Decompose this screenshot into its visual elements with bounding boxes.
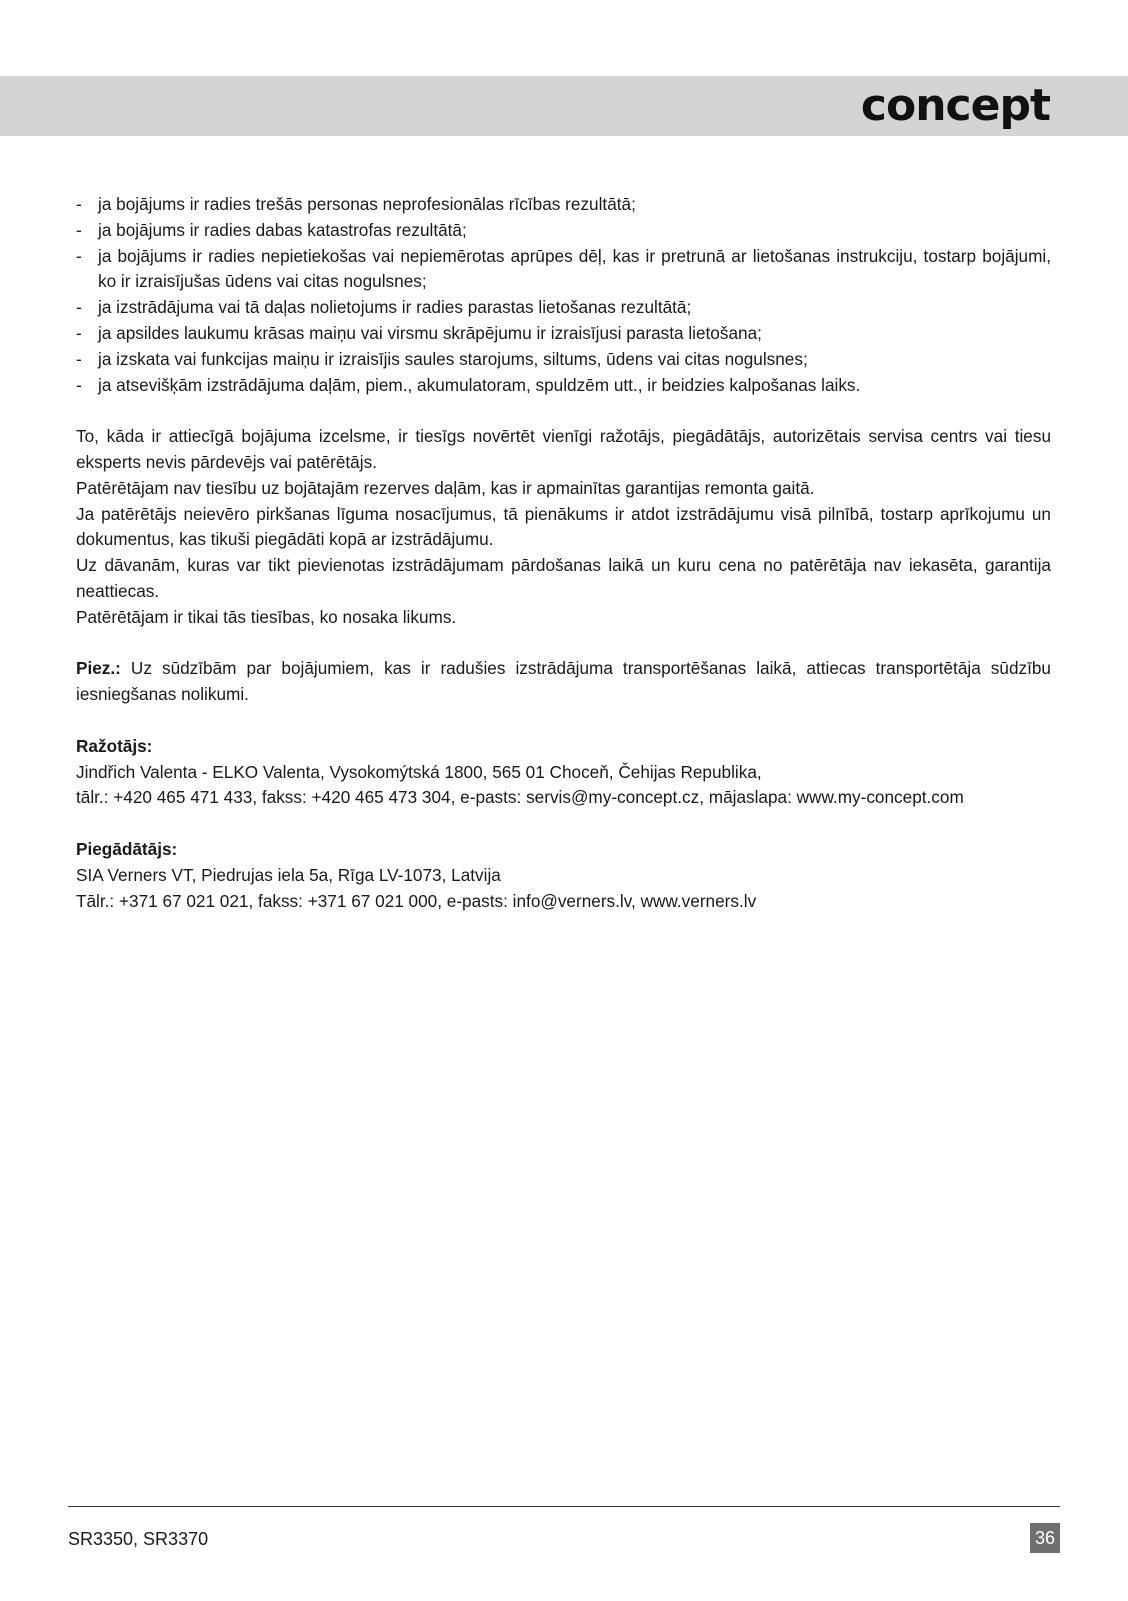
list-item-text: ja izskata vai funkcijas maiņu ir izraisījis saules starojums, siltums, ūdens vai citas nogulsnes; xyxy=(98,348,808,369)
list-item-text: ja bojājums ir radies dabas katastrofas rezultātā; xyxy=(98,219,467,240)
bullet-dash: - xyxy=(76,374,82,395)
bullet-dash: - xyxy=(76,297,82,318)
list-item xyxy=(76,192,1051,218)
page-number: 36 xyxy=(1030,1523,1060,1553)
note-label: Piez.: xyxy=(76,658,121,679)
paragraph-return-obligation: Ja patērētājs neievēro pirkšanas līguma nosacījumus, tā pienākums ir atdot izstrādājumu visā pilnībā, tostarp aprīkojumu un dokumentus, kas tikuši piegādāti kopā ar izstrādājumu. xyxy=(76,503,1051,550)
footer-divider xyxy=(68,1506,1060,1507)
list-item-text: ja bojājums ir radies trešās personas neprofesionālas rīcības rezultātā; xyxy=(98,194,636,214)
manufacturer-heading: Ražotājs: xyxy=(76,735,153,756)
manufacturer-contacts: tālr.: +420 465 471 433, fakss: +420 465 473 304, e-pasts: servis@my-concept.cz, mājaslapa: www.my-concept.com xyxy=(76,787,964,808)
bullet-dash: - xyxy=(76,322,82,343)
note-text: Uz sūdzībām par bojājumiem, kas ir radušies izstrādājuma transportēšanas laikā, attiecas transportētāja sūdzību iesniegšanas nolikumi. xyxy=(76,658,1051,705)
paragraph-rights: Patērētājam ir tikai tās tiesības, ko nosaka likums. xyxy=(76,606,457,627)
brand-logo: concept xyxy=(860,80,1050,131)
list-item-text: ja atsevišķām izstrādājuma daļām, piem., akumulatoram, spuldzēm utt., ir beidzies kalpošanas laiks. xyxy=(98,374,861,395)
note-paragraph xyxy=(76,656,1051,708)
paragraph-assessment: To, kāda ir attiecīgā bojājuma izcelsme, ir tiesīgs novērtēt vienīgi ražotājs, piegādātājs, autorizētais servisa centrs vai tiesu eksperts nevis pārdevējs vai patērētājs. xyxy=(76,426,1051,472)
list-item xyxy=(76,347,1051,373)
list-item-text: ja izstrādājuma vai tā daļas nolietojums ir radies parastas lietošanas rezultātā; xyxy=(98,297,692,318)
supplier-heading: Piegādātājs: xyxy=(76,838,178,859)
header-band xyxy=(0,76,1128,136)
list-item xyxy=(76,321,1051,347)
bullet-dash: - xyxy=(76,245,82,266)
list-item-text: ja apsildes laukumu krāsas maiņu vai virsmu skrāpējumu ir izraisījusi parasta lietošana; xyxy=(98,322,762,343)
list-item-text: ja bojājums ir radies nepietiekošas vai nepiemērotas aprūpes dēļ, kas ir pretrunā ar lietošanas instrukciju, tostarp bojājumi, ko ir izraisījušas ūdens vai citas nogulsnes; xyxy=(98,245,1051,292)
bullet-dash: - xyxy=(76,194,82,214)
bullet-dash: - xyxy=(76,348,82,369)
list-item xyxy=(76,244,1051,296)
page-content xyxy=(76,192,1051,914)
manufacturer-address: Jindřich Valenta - ELKO Valenta, Vysokomýtská 1800, 565 01 Choceň, Čehijas Republika, xyxy=(76,761,762,782)
exclusion-list xyxy=(76,192,1051,398)
list-item xyxy=(76,373,1051,399)
bullet-dash: - xyxy=(76,219,82,240)
list-item xyxy=(76,218,1051,244)
supplier-contacts: Tālr.: +371 67 021 021, fakss: +371 67 021 000, e-pasts: info@verners.lv, www.verners.lv xyxy=(76,890,757,911)
list-item xyxy=(76,295,1051,321)
paragraph-spare-parts: Patērētājam nav tiesību uz bojātajām rezerves daļām, kas ir apmainītas garantijas remonta gaitā. xyxy=(76,477,815,498)
supplier-address: SIA Verners VT, Piedrujas iela 5a, Rīga LV-1073, Latvija xyxy=(76,864,501,885)
footer-model-numbers: SR3350, SR3370 xyxy=(68,1529,209,1549)
paragraph-gifts: Uz dāvanām, kuras var tikt pievienotas izstrādājumam pārdošanas laikā un kuru cena no patērētāja nav iekasēta, garantija neattiecas. xyxy=(76,555,1051,601)
